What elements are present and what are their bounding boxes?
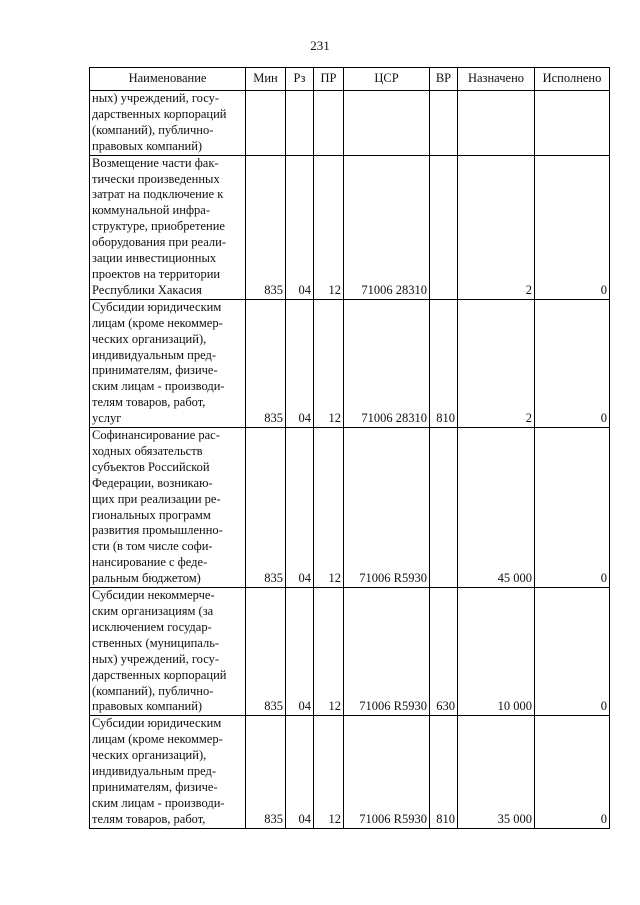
cell-vr: 630 (430, 588, 458, 716)
name-line: правовых компаний) (92, 699, 203, 714)
header-vr: ВР (430, 68, 458, 91)
cell-executed (535, 91, 610, 156)
cell-csr: 71006 28310 (344, 155, 430, 299)
cell-name (90, 716, 246, 828)
name-line: ственных (муниципаль- (92, 635, 220, 650)
cell-min: 835 (246, 155, 286, 299)
cell-rz: 04 (286, 428, 314, 588)
cell-min: 835 (246, 588, 286, 716)
cell-min: 835 (246, 299, 286, 427)
budget-table (89, 67, 610, 829)
name-line: дарственных корпораций (92, 667, 227, 682)
name-line: исключением государ- (92, 619, 212, 634)
cell-executed: 0 (535, 588, 610, 716)
cell-csr: 71006 R5930 (344, 716, 430, 828)
cell-assigned (458, 91, 535, 156)
name-line: лицам (кроме некоммер- (92, 315, 223, 330)
name-line: ским лицам - производи- (92, 795, 225, 810)
name-line: гиональных программ (92, 507, 211, 522)
table-row (90, 91, 610, 156)
cell-csr: 71006 R5930 (344, 428, 430, 588)
cell-name (90, 299, 246, 427)
cell-assigned: 35 000 (458, 716, 535, 828)
cell-rz: 04 (286, 155, 314, 299)
name-line: ским организациям (за (92, 604, 214, 618)
cell-min: 835 (246, 428, 286, 588)
cell-vr: 810 (430, 299, 458, 427)
name-line: принимателям, физиче- (92, 779, 218, 794)
cell-rz: 04 (286, 716, 314, 828)
name-line: ческих организаций), (92, 748, 207, 763)
table-body (90, 91, 610, 829)
name-line: проектов на территории (92, 266, 221, 281)
name-line: сти (в том числе софи- (92, 539, 213, 554)
cell-assigned: 10 000 (458, 588, 535, 716)
cell-rz: 04 (286, 299, 314, 427)
cell-csr: 71006 28310 (344, 299, 430, 427)
name-line: телям товаров, работ, (92, 811, 206, 826)
name-line: дарственных корпораций (92, 106, 227, 121)
header-assigned: Назначено (458, 68, 535, 91)
name-line: услуг (92, 411, 122, 426)
cell-name (90, 588, 246, 716)
header-csr: ЦСР (344, 68, 430, 91)
name-line: лицам (кроме некоммер- (92, 732, 223, 747)
cell-executed: 0 (535, 155, 610, 299)
header-min: Мин (246, 68, 286, 91)
header-rz: Рз (286, 68, 314, 91)
name-line: (компаний), публично- (92, 122, 214, 137)
name-line: индивидуальным пред- (92, 764, 217, 779)
cell-min (246, 91, 286, 156)
cell-rz: 04 (286, 588, 314, 716)
cell-name (90, 428, 246, 588)
header-name: Наименование (90, 68, 246, 91)
cell-pr (314, 91, 344, 156)
name-line: принимателям, физиче- (92, 363, 218, 378)
name-line: Субсидии некоммерче- (92, 588, 215, 603)
name-line: ческих организаций), (92, 331, 207, 346)
table-row (90, 428, 610, 588)
cell-csr: 71006 R5930 (344, 588, 430, 716)
cell-vr (430, 428, 458, 588)
cell-executed: 0 (535, 428, 610, 588)
cell-vr (430, 155, 458, 299)
name-line: коммунальной инфра- (92, 203, 210, 218)
cell-pr: 12 (314, 428, 344, 588)
name-line: Федерации, возникаю- (92, 475, 213, 490)
header-executed: Исполнено (535, 68, 610, 91)
name-line: щих при реализации ре- (92, 491, 221, 506)
name-line: нансирование с феде- (92, 555, 208, 570)
name-line: Субсидии юридическим (92, 299, 222, 314)
name-line: Софинансирование рас- (92, 428, 220, 443)
name-line: развития промышленно- (92, 523, 223, 538)
name-line: телям товаров, работ, (92, 395, 206, 410)
name-line: субъектов Российской (92, 459, 210, 474)
cell-pr: 12 (314, 299, 344, 427)
cell-min: 835 (246, 716, 286, 828)
cell-pr: 12 (314, 155, 344, 299)
cell-name (90, 91, 246, 156)
name-line: ных) учреждений, госу- (92, 651, 219, 666)
table-row (90, 299, 610, 427)
name-line: зации инвестиционных (92, 251, 217, 266)
name-line: оборудования при реали- (92, 235, 227, 250)
cell-pr: 12 (314, 588, 344, 716)
name-line: ходных обязательств (92, 443, 203, 458)
name-line: затрат на подключение к (92, 187, 224, 202)
table-row (90, 716, 610, 828)
cell-assigned: 2 (458, 299, 535, 427)
cell-assigned: 45 000 (458, 428, 535, 588)
name-line: (компаний), публично- (92, 683, 214, 698)
cell-name (90, 155, 246, 299)
cell-pr: 12 (314, 716, 344, 828)
name-line: правовых компаний) (92, 138, 203, 153)
name-line: тически произведенных (92, 171, 220, 186)
table-row (90, 588, 610, 716)
page-number: 231 (310, 38, 330, 53)
cell-rz (286, 91, 314, 156)
name-line: Возмещение части фак- (92, 155, 219, 170)
name-line: Субсидии юридическим (92, 716, 222, 731)
name-line: ных) учреждений, госу- (92, 91, 219, 105)
name-line: ским лицам - производи- (92, 379, 225, 394)
cell-vr (430, 91, 458, 156)
cell-assigned: 2 (458, 155, 535, 299)
cell-executed: 0 (535, 716, 610, 828)
name-line: ральным бюджетом) (92, 571, 201, 586)
cell-csr (344, 91, 430, 156)
table-header-row (90, 68, 610, 91)
name-line: структуре, приобретение (92, 219, 225, 234)
cell-vr: 810 (430, 716, 458, 828)
name-line: индивидуальным пред- (92, 347, 217, 362)
header-pr: ПР (314, 68, 344, 91)
name-line: Республики Хакасия (92, 282, 202, 297)
table-row (90, 155, 610, 299)
cell-executed: 0 (535, 299, 610, 427)
